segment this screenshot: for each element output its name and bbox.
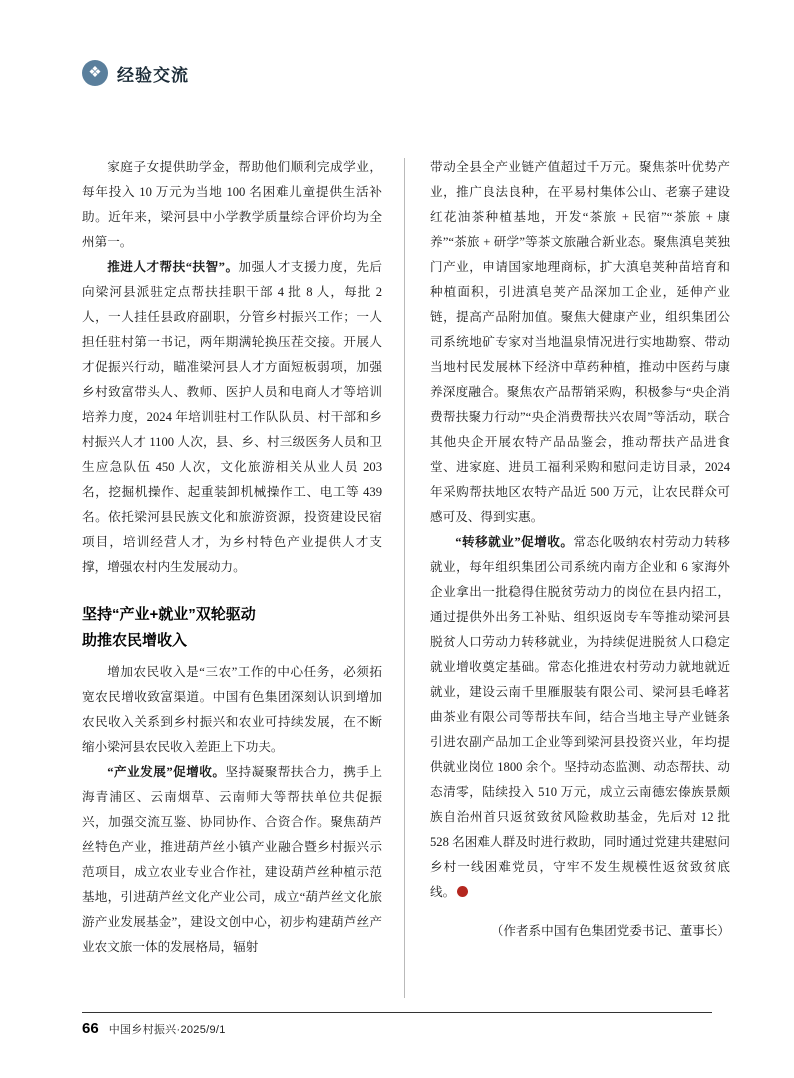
paragraph-body: 加强人才支援力度，先后向梁河县派驻定点帮扶挂职干部 4 批 8 人，每批 2 人，一人挂任县政府副职，分管乡村振兴工作；一人担任驻村第一书记，两年期满轮换压茬交接。开展人才促振兴行动，瞄准梁河县人才方面短板弱项，加强乡村致富带头人、教师、医护人员和电商人才等培训培养力度，2024 年培训驻村工作队队员、村干部和乡村振兴人才 1100 人次，县、乡、村三级医务人员和卫生应急队伍 450 人次，文化旅游相关从业人员 203 名，挖掘机操作、起重装卸机械操作工、电工等 439 名。依托梁河县民族文化和旅游资源，投资建设民宿项目，培训经营人才，为乡村特色产业提供人才支撑，增强农村内生发展动力。 [82, 260, 383, 574]
subsection-heading-line-2: 助推农民增收入 [82, 632, 188, 649]
publication-info: 中国乡村振兴·2025/9/1 [108, 1024, 226, 1036]
end-of-article-mark [457, 886, 468, 897]
page-footer [82, 1020, 712, 1037]
paragraph-lead: “产业发展”促增收。 [107, 765, 226, 779]
subsection-heading-line-1: 坚持“产业+就业”双轮驱动 [82, 606, 256, 623]
paragraph [82, 255, 382, 580]
paragraph-lead: 推进人才帮扶“扶智”。 [107, 260, 239, 274]
paragraph: 家庭子女提供助学金，帮助他们顺利完成学业，每年投入 10 万元为当地 100 名困难儿童提供生活补助。近年来，梁河县中小学教学质量综合评价均为全州第一。 [82, 160, 382, 249]
paragraph-body: 常态化吸纳农村劳动力转移就业，每年组织集团公司系统内南方企业和 6 家海外企业拿出一批稳得住脱贫劳动力的岗位在县内招工，通过提供外出务工补贴、组织返岗专车等推动梁河县脱贫人口劳动力转移就业，为持续促进脱贫人口稳定就业增收奠定基础。常态化推进农村劳动力就地就近就业，建设云南千里雁服装有限公司、梁河县毛峰茗曲茶业有限公司等帮扶车间，结合当地主导产业链条引进农副产品加工企业等到梁河县投资兴业，年均提供就业岗位 1800 余个。坚持动态监测、动态帮扶、动态清零，陆续投入 510 万元，成立云南德宏傣族景颇族自治州首只返贫致贫风险救助基金，先后对 12 批 528 名困难人群及时进行救助，同时通过党建共建慰问乡村一线困难党员，守牢不发生规模性返贫致贫底线。 [430, 535, 731, 899]
paragraph-body: 坚持凝聚帮扶合力，携手上海青浦区、云南烟草、云南师大等帮扶单位共促振兴，加强交流互鉴、协同协作、合资合作。聚焦葫芦丝特色产业，推进葫芦丝小镇产业融合暨乡村振兴示范项目，成立农业专业合作社，建设葫芦丝种植示范基地，引进葫芦丝文化产业公司，成立“葫芦丝文化旅游产业发展基金”，建设文创中心，初步构建葫芦丝产业农文旅一体的发展格局，辐射 [82, 765, 383, 954]
paragraph [430, 530, 730, 905]
footer-divider [82, 1012, 712, 1013]
paragraph: 带动全县全产业链产值超过千万元。聚焦茶叶优势产业，推广良法良种，在平易村集体公山、老寨子建设红花油茶种植基地，开发“茶旅 + 民宿”“茶旅 + 康养”“茶旅 + 研学”等茶文旅融合新业态。聚焦滇皂荚独门产业，申请国家地理商标，扩大滇皂荚种苗培育和种植面积，引进滇皂荚产品深加工企业，延伸产业链，提高产品附加值。聚焦大健康产业，组织集团公司系统地矿专家对当地温泉情况进行实地勘察、带动当地村民发展林下经济中草药种植，推动中医药与康养深度融合。聚焦农产品帮销采购，积极参与“央企消费帮扶聚力行动”“央企消费帮扶兴农周”等活动，联合其他央企开展农特产品品鉴会，推动帮扶产品进食堂、进家庭、进员工福利采购和慰问走访目录，2024 年采购帮扶地区农特产品近 500 万元，让农民群众可感可及、得到实惠。 [430, 160, 730, 524]
section-header [82, 60, 189, 86]
paragraph [82, 760, 382, 960]
left-column [82, 155, 382, 960]
bird-logo-icon: ❖ [82, 60, 108, 86]
paragraph: 增加农民收入是“三农”工作的中心任务，必须拓宽农民增收致富渠道。中国有色集团深刻认识到增加农民收入关系到乡村振兴和农业可持续发展，在不断缩小梁河县农民收入差距上下功夫。 [82, 665, 382, 754]
column-divider [404, 158, 405, 998]
section-title: 经验交流 [117, 65, 189, 85]
author-signature: （作者系中国有色集团党委书记、董事长） [490, 924, 730, 938]
page-number: 66 [82, 1020, 99, 1037]
paragraph-lead: “转移就业”促增收。 [455, 535, 574, 549]
subsection-heading [82, 602, 382, 654]
right-column [430, 155, 730, 944]
